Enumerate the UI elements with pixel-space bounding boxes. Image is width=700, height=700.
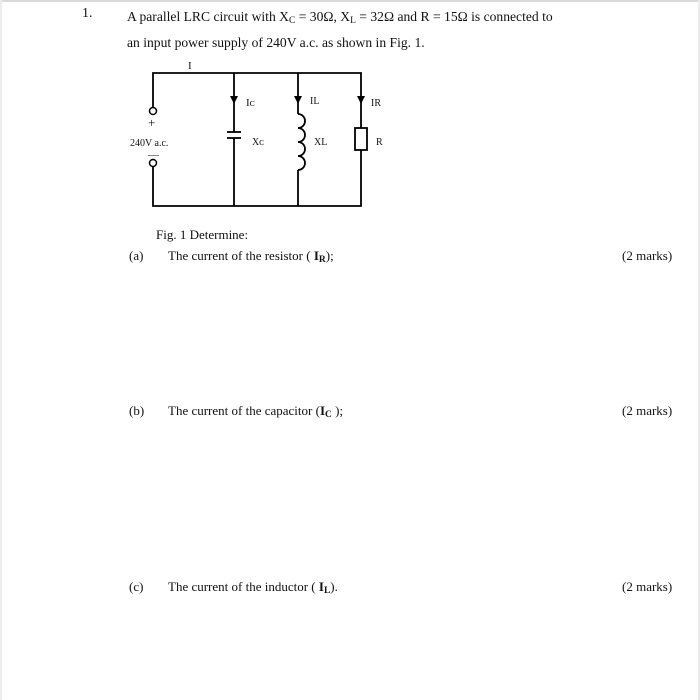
part-c-text: The current of the inductor ( $I_L$). [168, 579, 338, 596]
xc-value: = 30Ω, X [295, 9, 351, 24]
part-b-text: The current of the capacitor ($I_C$ ); [168, 403, 344, 420]
resistor [355, 128, 367, 150]
xl-label: XL [314, 137, 328, 148]
bottom-wire [153, 150, 361, 206]
total-current-label: I [188, 60, 192, 72]
part-a-subscript: R [318, 255, 326, 265]
part-a-symbol: I [313, 248, 319, 263]
source-label: 240V a.c. [130, 138, 169, 149]
part-a-marks: (2 marks) [622, 248, 673, 263]
part-b-symbol: I [319, 403, 326, 418]
xc-subscript: C [288, 16, 296, 26]
left-edge-shadow [0, 0, 2, 700]
positive-terminal [150, 108, 157, 115]
il-arrow [294, 96, 302, 104]
question-number: 1. [82, 6, 93, 21]
question-intro: A parallel LRC circuit with X [127, 9, 289, 24]
part-a-label: (a) [129, 248, 144, 263]
circuit-diagram [125, 58, 395, 210]
part-c-marks: (2 marks) [622, 579, 673, 594]
inductor-coil [298, 114, 305, 170]
part-b-marks: (2 marks) [622, 403, 673, 418]
xc-label: Xᴄ [252, 137, 265, 148]
ir-arrow [357, 96, 365, 104]
r-label: R [376, 137, 383, 148]
top-edge-shadow [0, 0, 700, 2]
top-wire [153, 73, 361, 128]
il-label: IL [310, 96, 320, 107]
part-a-text: The current of the resistor ( $I_R$); [168, 248, 334, 265]
ic-label: Iᴄ [246, 97, 255, 109]
part-b-subscript: C [325, 410, 332, 420]
figure-caption: Fig. 1 Determine: [156, 227, 249, 242]
question-line-2: an input power supply of 240V a.c. as shown in Fig. 1. [127, 35, 425, 50]
part-c-subscript: L [323, 586, 331, 596]
ir-label: IR [371, 98, 381, 109]
ic-arrow [230, 96, 238, 104]
minus-sign: — [148, 149, 159, 161]
xl-and-r-value: = 32Ω and R = 15Ω is connected to [355, 9, 553, 24]
question-line-1 [127, 6, 667, 32]
plus-sign: + [148, 115, 156, 130]
part-c-symbol: I [318, 579, 324, 594]
xl-subscript: L [350, 16, 356, 26]
part-c-label: (c) [129, 579, 144, 594]
question-text [127, 6, 667, 53]
part-b-label: (b) [129, 403, 145, 418]
